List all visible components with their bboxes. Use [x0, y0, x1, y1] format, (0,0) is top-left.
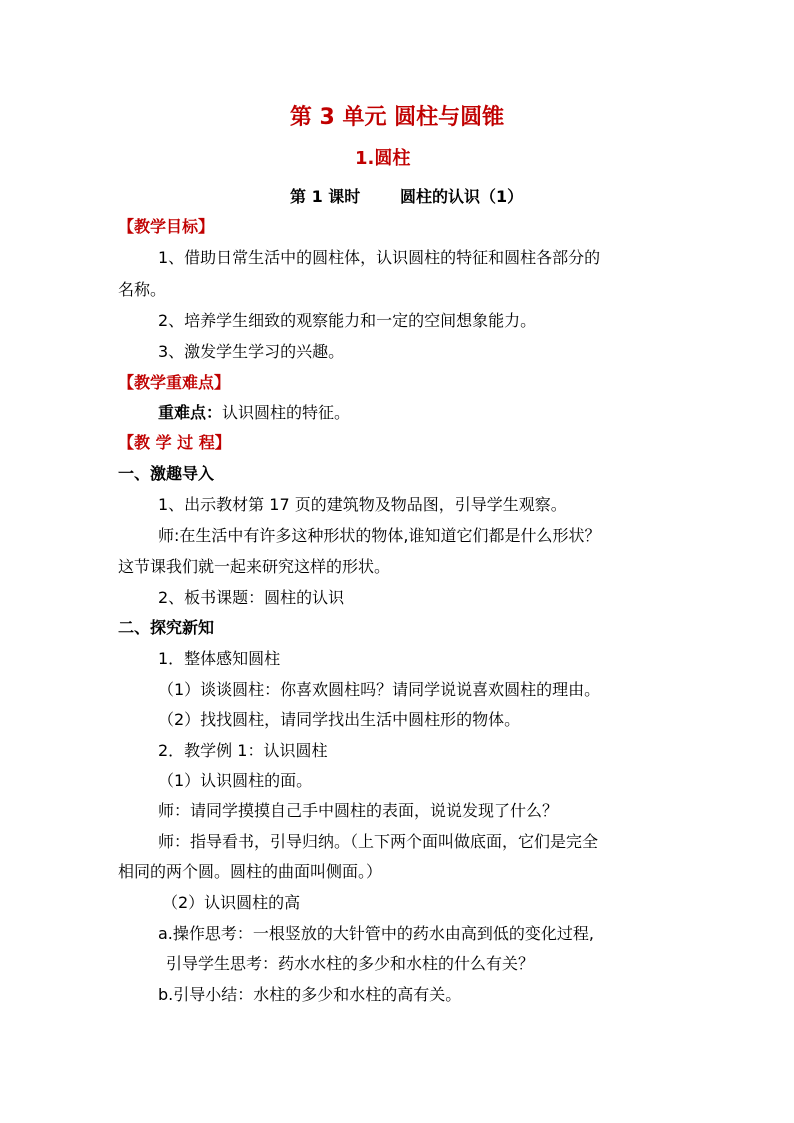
part2-line: 2．教学例 1：认识圆柱	[158, 741, 328, 760]
part2-line: 师：指导看书，引导归纳。（上下两个面叫做底面，它们是完全	[158, 832, 599, 851]
part2-line: 师：请同学摸摸自己手中圆柱的表面，说说发现了什么？	[158, 801, 559, 820]
part2-line: 1．整体感知圆柱	[158, 649, 281, 668]
part2-line: b.引导小结：水柱的多少和水柱的高有关。	[158, 985, 462, 1004]
part2-line: （2）找找圆柱，请同学找出生活中圆柱形的物体。	[158, 710, 521, 729]
lesson-number: 第 1 课时	[290, 187, 361, 206]
section-title: 1.圆柱	[355, 148, 411, 169]
part2-title: 二、探究新知	[118, 618, 215, 637]
part2-line: 引导学生思考：药水水柱的多少和水柱的什么有关？	[166, 954, 535, 973]
part1-line: 这节课我们就一起来研究这样的形状。	[118, 557, 391, 576]
goal-line: 3、激发学生学习的兴趣。	[158, 342, 345, 361]
key-points-text: 认识圆柱的特征。	[222, 403, 351, 422]
part1-title: 一、激趣导入	[118, 464, 215, 483]
part2-line: （1）认识圆柱的面。	[158, 771, 313, 790]
key-points-label: 重难点：	[158, 403, 223, 422]
part2-line: （2）认识圆柱的高	[162, 893, 301, 912]
part1-line: 1、出示教材第 17 页的建筑物及物品图，引导学生观察。	[158, 495, 567, 514]
process-heading: 【教 学 过 程】	[118, 433, 231, 452]
unit-title: 第 3 单元 圆柱与圆锥	[289, 105, 505, 130]
goal-line: 1、借助日常生活中的圆柱体，认识圆柱的特征和圆柱各部分的	[158, 248, 601, 267]
goals-heading: 【教学目标】	[118, 217, 215, 236]
key-points-line	[158, 402, 350, 424]
part2-line: 相同的两个圆。圆柱的曲面叫侧面。）	[118, 862, 383, 881]
part2-line: a.操作思考：一根竖放的大针管中的药水由高到低的变化过程,	[158, 924, 594, 943]
part2-line: （1）谈谈圆柱：你喜欢圆柱吗？请同学说说喜欢圆柱的理由。	[158, 680, 601, 699]
part1-line: 2、板书课题：圆柱的认识	[158, 588, 345, 607]
key-points-heading: 【教学重难点】	[118, 373, 231, 392]
goal-line: 名称。	[118, 280, 167, 299]
lesson-name: 圆柱的认识（1）	[400, 187, 524, 206]
goal-line: 2、培养学生细致的观察能力和一定的空间想象能力。	[158, 311, 537, 330]
part1-line: 师:在生活中有许多这种形状的物体,谁知道它们都是什么形状？	[158, 526, 601, 545]
